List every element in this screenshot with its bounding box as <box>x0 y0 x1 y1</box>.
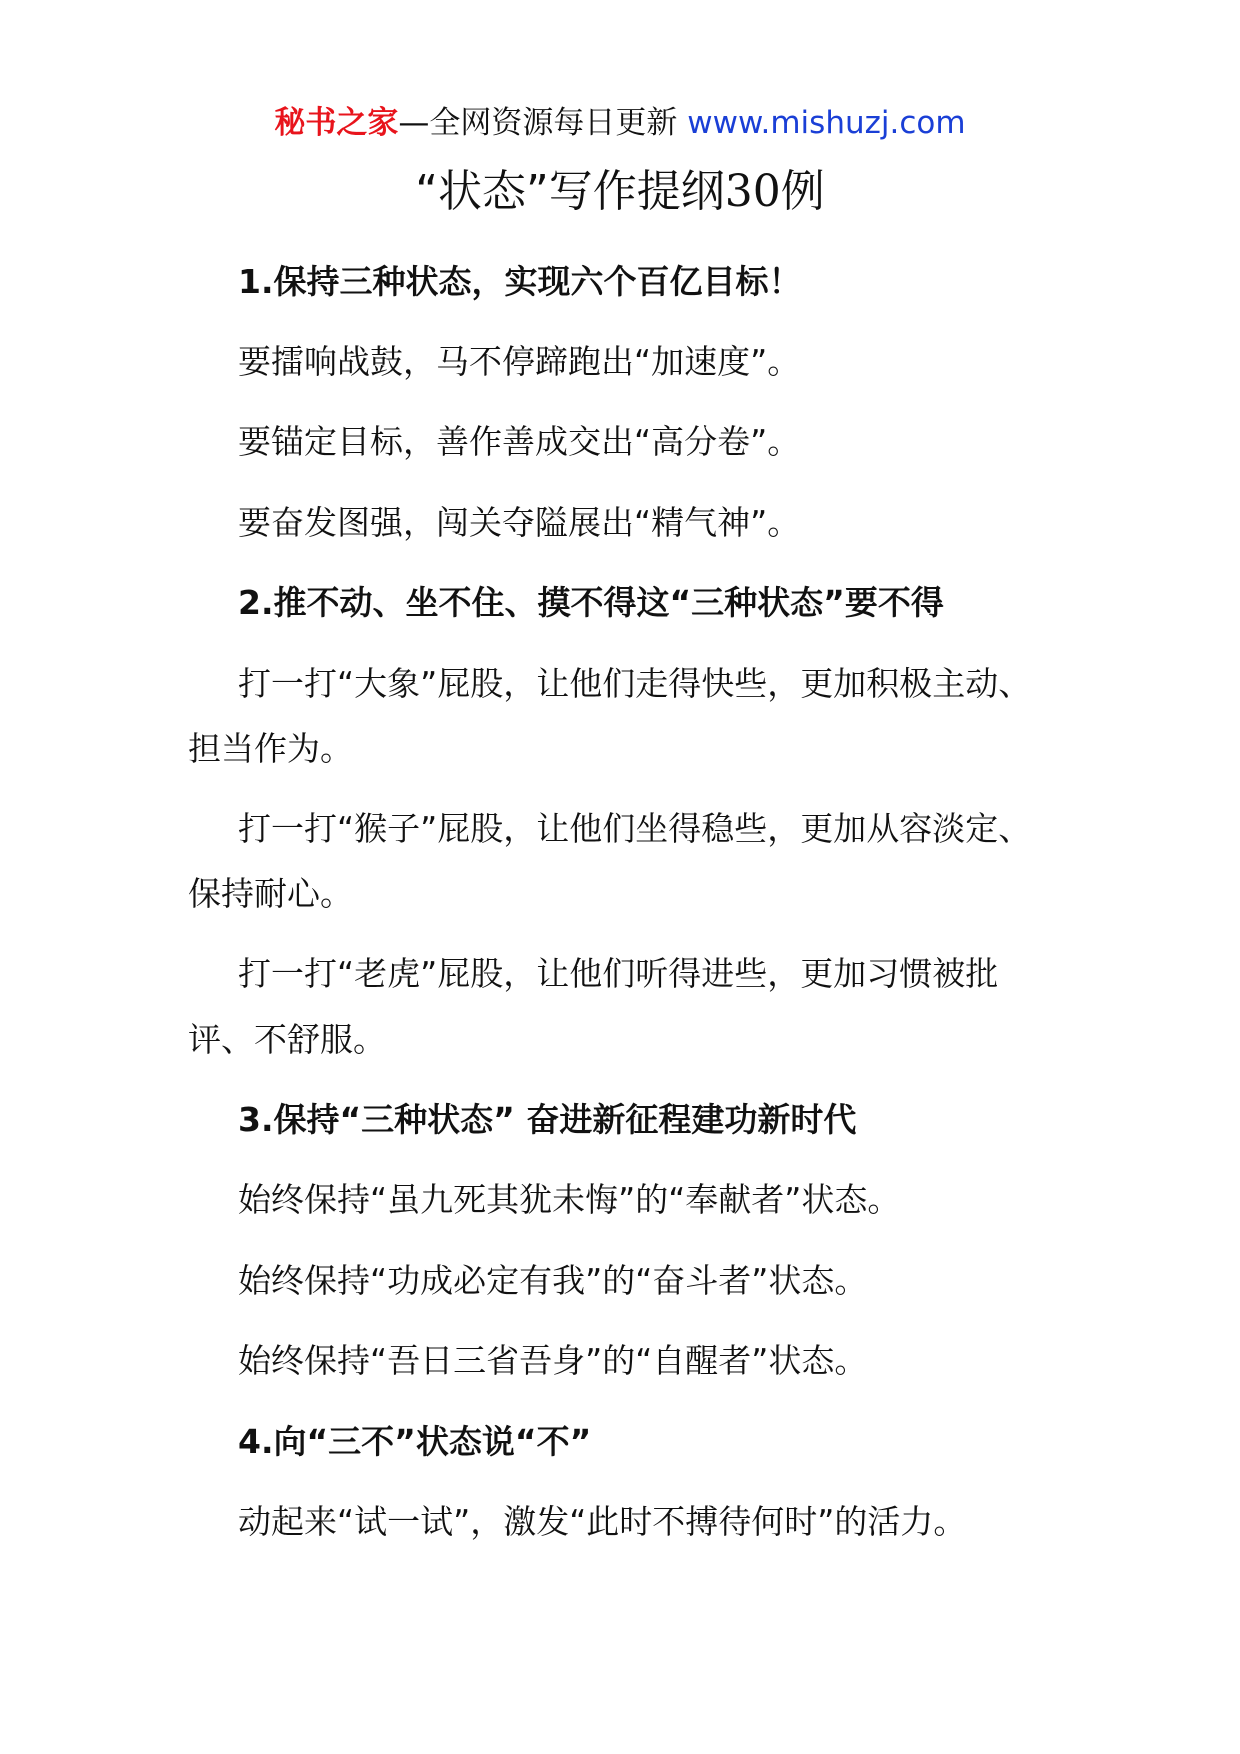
section-3-line-1: 始终保持“虽九死其犹未悔”的“奉献者”状态。 <box>238 1180 901 1219</box>
title-suffix: 例 <box>780 166 825 217</box>
brand-name: 秘书之家 <box>274 105 399 141</box>
site-url-link[interactable]: www.mishuzj.com <box>687 105 966 141</box>
document-title <box>0 160 1240 224</box>
section-1-line-3: 要奋发图强，闯关夺隘展出“精气神”。 <box>238 503 801 542</box>
title-number: 30 <box>724 166 781 217</box>
section-heading-2: 2.推不动、坐不住、摸不得这“三种状态”要不得 <box>238 583 944 622</box>
title-prefix: “状态”写作提纲 <box>415 166 725 217</box>
section-1-line-2: 要锚定目标，善作善成交出“高分卷”。 <box>238 422 801 461</box>
section-2-line-1: 打一打“大象”屁股，让他们走得快些，更加积极主动、 <box>238 664 1032 703</box>
section-2-line-3: 打一打“猴子”屁股，让他们坐得稳些，更加从容淡定、 <box>238 809 1032 848</box>
section-heading-3: 3.保持“三种状态” 奋进新征程建功新时代 <box>238 1100 857 1139</box>
section-2-line-5: 打一打“老虎”屁股，让他们听得进些，更加习惯被批 <box>238 954 999 993</box>
section-heading-4: 4.向“三不”状态说“不” <box>238 1422 592 1461</box>
section-2-line-6: 评、不舒服。 <box>188 1020 386 1059</box>
section-2-line-2: 担当作为。 <box>188 729 353 768</box>
section-1-line-1: 要擂响战鼓，马不停蹄跑出“加速度”。 <box>238 342 801 381</box>
banner-slogan: —全网资源每日更新 <box>398 105 678 141</box>
section-3-line-3: 始终保持“吾日三省吾身”的“自醒者”状态。 <box>238 1341 868 1380</box>
site-banner <box>0 98 1240 148</box>
section-4-line-1: 动起来“试一试”，激发“此时不搏待何时”的活力。 <box>238 1502 967 1541</box>
section-3-line-2: 始终保持“功成必定有我”的“奋斗者”状态。 <box>238 1261 868 1300</box>
section-heading-1: 1.保持三种状态，实现六个百亿目标！ <box>238 262 802 301</box>
section-2-line-4: 保持耐心。 <box>188 874 353 913</box>
